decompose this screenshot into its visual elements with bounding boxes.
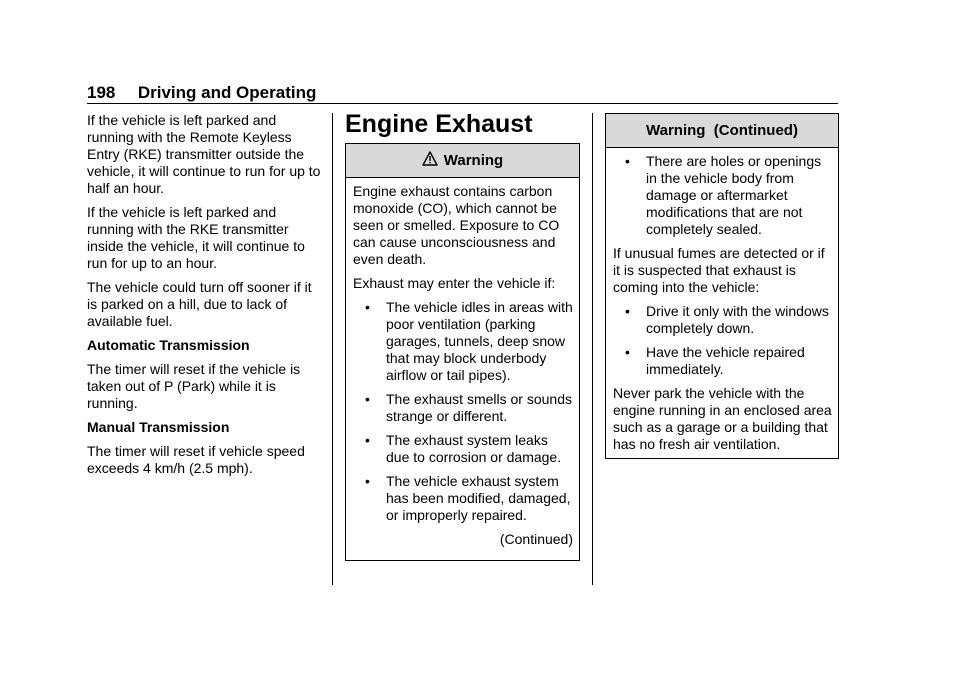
list-item-text: The vehicle idles in areas with poor ventilation (parking garages, tunnels, deep snow that may block underbody airflow or tail pipes).: [386, 299, 573, 383]
warning-box: [345, 143, 580, 561]
list-item: [353, 391, 573, 425]
automatic-transmission-heading: Automatic Transmission: [87, 337, 250, 353]
list-item-text: There are holes or openings in the vehicle body from damage or aftermarket modifications that are not completely sealed.: [646, 153, 822, 237]
list-item: [353, 473, 573, 524]
automatic-transmission-text: The timer will reset if the vehicle is taken out of P (Park) while it is running.: [87, 361, 301, 411]
manual-transmission-text: The timer will reset if vehicle speed exceeds 4 km/h (2.5 mph).: [87, 443, 305, 476]
paragraph: If the vehicle is left parked and running with the RKE transmitter inside the vehicle, it will continue to run for up to an hour.: [87, 204, 305, 271]
list-item: [613, 153, 832, 238]
manual-transmission-heading: Manual Transmission: [87, 419, 230, 435]
header-rule: [87, 103, 838, 104]
warning-text: Never park the vehicle with the engine running in an enclosed area such as a garage or a building that has no fresh air ventilation.: [613, 385, 832, 452]
chapter-title: Driving and Operating: [137, 83, 317, 102]
section-title: Engine Exhaust: [345, 110, 533, 138]
warning-body: [606, 148, 838, 464]
list-item: [353, 299, 573, 384]
warning-text: If unusual fumes are detected or if it is suspected that exhaust is coming into the vehicle:: [613, 245, 825, 295]
warning-title: Warning: [443, 152, 504, 169]
list-item-text: The vehicle exhaust system has been modified, damaged, or improperly repaired.: [386, 473, 571, 523]
bullet-dot: •: [365, 299, 370, 315]
warning-body: [346, 178, 579, 552]
warning-continued-box: [605, 113, 839, 459]
paragraph: The vehicle could turn off sooner if it is parked on a hill, due to lack of available fuel.: [87, 279, 312, 329]
left-column: [87, 112, 325, 484]
column-divider-left: [332, 113, 333, 585]
bullet-dot: •: [365, 391, 370, 407]
list-item: [353, 432, 573, 466]
list-item: [613, 303, 832, 337]
warning-lead: Exhaust may enter the vehicle if:: [353, 275, 556, 291]
list-item-text: The exhaust smells or sounds strange or different.: [386, 391, 572, 424]
continued-label: (Continued): [499, 531, 573, 547]
warning-header: [606, 114, 838, 148]
list-item-text: The exhaust system leaks due to corrosion or damage.: [386, 432, 562, 465]
warning-icon: [422, 151, 438, 170]
paragraph: If the vehicle is left parked and running with the Remote Keyless Entry (RKE) transmitter outside the vehicle, it will continue to run for up to half an hour.: [87, 112, 321, 196]
bullet-dot: •: [625, 153, 630, 169]
bullet-dot: •: [625, 303, 630, 319]
list-item-text: Have the vehicle repaired immediately.: [646, 344, 805, 377]
warning-header: [346, 144, 579, 178]
column-divider-right: [592, 113, 593, 585]
list-item-text: Drive it only with the windows completely down.: [646, 303, 829, 336]
list-item: [613, 344, 832, 378]
bullet-dot: •: [365, 473, 370, 489]
page-header: [87, 83, 838, 103]
warning-title: Warning (Continued): [646, 122, 798, 139]
warning-intro: Engine exhaust contains carbon monoxide (CO), which cannot be seen or smelled. Exposure to CO can cause unconsciousness and even death.: [353, 183, 560, 267]
bullet-dot: •: [365, 432, 370, 448]
page-number: 198: [87, 83, 116, 102]
bullet-dot: •: [625, 344, 630, 360]
